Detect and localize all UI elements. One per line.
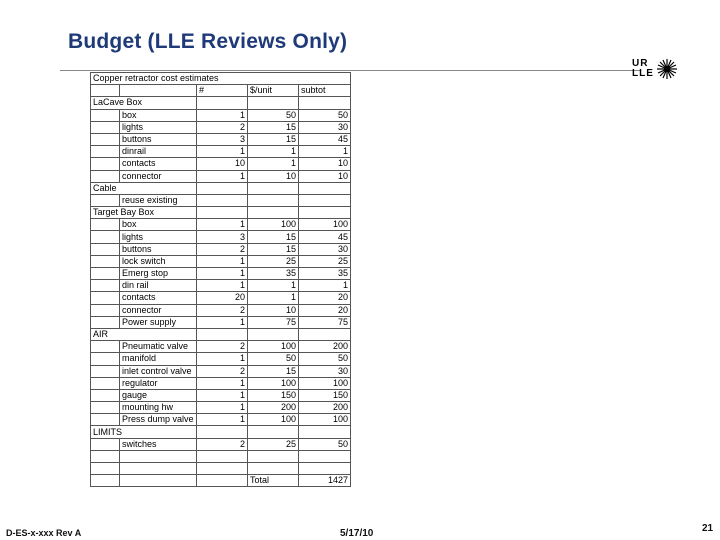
item-name: lock switch xyxy=(120,255,197,267)
document-id: D-ES-x-xxx Rev A xyxy=(6,528,82,538)
subtotal: 30 xyxy=(299,365,351,377)
table-row xyxy=(91,341,351,353)
empty-cell xyxy=(91,243,120,255)
unit-cost xyxy=(248,463,299,475)
section-label: LaCave Box xyxy=(91,97,197,109)
budget-table-body xyxy=(91,73,351,487)
empty-cell xyxy=(91,389,120,401)
item-name: contacts xyxy=(120,292,197,304)
logo-text xyxy=(632,59,654,79)
item-name: switches xyxy=(120,438,197,450)
quantity: 1 xyxy=(197,414,248,426)
item-name: din rail xyxy=(120,280,197,292)
total-value: 1427 xyxy=(299,475,351,487)
empty-cell xyxy=(248,182,299,194)
table-row xyxy=(91,231,351,243)
empty-cell xyxy=(91,121,120,133)
empty-cell xyxy=(91,170,120,182)
table-row xyxy=(91,377,351,389)
total-row xyxy=(91,475,351,487)
item-name: buttons xyxy=(120,243,197,255)
section-label: AIR xyxy=(91,328,197,340)
empty-cell xyxy=(248,328,299,340)
table-row xyxy=(91,268,351,280)
quantity xyxy=(197,463,248,475)
table-row xyxy=(91,292,351,304)
subtotal: 25 xyxy=(299,255,351,267)
section-label: Target Bay Box xyxy=(91,207,197,219)
item-name: regulator xyxy=(120,377,197,389)
quantity: 10 xyxy=(197,158,248,170)
item-name: inlet control valve xyxy=(120,365,197,377)
header-cell: # xyxy=(197,85,248,97)
title-divider xyxy=(60,70,640,71)
unit-cost xyxy=(248,194,299,206)
subtotal: 1 xyxy=(299,280,351,292)
item-name: box xyxy=(120,109,197,121)
table-row xyxy=(91,243,351,255)
table-row xyxy=(91,414,351,426)
subtotal: 75 xyxy=(299,316,351,328)
empty-cell xyxy=(91,402,120,414)
table-row xyxy=(91,402,351,414)
table-row xyxy=(91,389,351,401)
subtotal xyxy=(299,450,351,462)
subtotal: 200 xyxy=(299,402,351,414)
empty-cell xyxy=(91,146,120,158)
empty-cell xyxy=(91,341,120,353)
header-cell: subtot xyxy=(299,85,351,97)
unit-cost: 15 xyxy=(248,133,299,145)
item-name: lights xyxy=(120,121,197,133)
unit-cost: 15 xyxy=(248,243,299,255)
quantity: 1 xyxy=(197,146,248,158)
item-name xyxy=(120,450,197,462)
item-name: buttons xyxy=(120,133,197,145)
subtotal: 100 xyxy=(299,219,351,231)
empty-cell xyxy=(91,194,120,206)
subtotal: 100 xyxy=(299,414,351,426)
ur-lle-logo xyxy=(632,56,688,82)
subtotal: 45 xyxy=(299,231,351,243)
table-title: Copper retractor cost estimates xyxy=(91,73,351,85)
empty-cell xyxy=(197,426,248,438)
empty-cell xyxy=(91,219,120,231)
unit-cost: 1 xyxy=(248,292,299,304)
logo-text-top: UR xyxy=(632,58,649,69)
table-row xyxy=(91,280,351,292)
table-row xyxy=(91,255,351,267)
quantity: 2 xyxy=(197,243,248,255)
unit-cost: 100 xyxy=(248,414,299,426)
table-row xyxy=(91,133,351,145)
quantity: 1 xyxy=(197,280,248,292)
item-name: Pneumatic valve xyxy=(120,341,197,353)
unit-cost: 1 xyxy=(248,146,299,158)
item-name: mounting hw xyxy=(120,402,197,414)
quantity: 1 xyxy=(197,353,248,365)
empty-cell xyxy=(91,255,120,267)
header-cell: $/unit xyxy=(248,85,299,97)
table-row xyxy=(91,109,351,121)
empty-cell xyxy=(91,231,120,243)
total-label: Total xyxy=(248,475,299,487)
empty-cell xyxy=(91,438,120,450)
subtotal: 10 xyxy=(299,170,351,182)
item-name: connector xyxy=(120,304,197,316)
section-row xyxy=(91,182,351,194)
empty-cell xyxy=(197,207,248,219)
table-row xyxy=(91,146,351,158)
item-name: manifold xyxy=(120,353,197,365)
section-row xyxy=(91,426,351,438)
header-cell xyxy=(120,85,197,97)
footer-date: 5/17/10 xyxy=(340,528,374,539)
subtotal: 1 xyxy=(299,146,351,158)
item-name: Press dump valve xyxy=(120,414,197,426)
quantity: 3 xyxy=(197,133,248,145)
item-name xyxy=(120,463,197,475)
unit-cost: 50 xyxy=(248,109,299,121)
empty-cell xyxy=(248,426,299,438)
unit-cost: 1 xyxy=(248,280,299,292)
table-row xyxy=(91,463,351,475)
unit-cost: 100 xyxy=(248,341,299,353)
quantity: 1 xyxy=(197,109,248,121)
section-label: Cable xyxy=(91,182,197,194)
empty-cell xyxy=(91,463,120,475)
budget-table xyxy=(90,72,351,487)
quantity: 1 xyxy=(197,170,248,182)
empty-cell xyxy=(91,450,120,462)
table-row xyxy=(91,194,351,206)
table-row xyxy=(91,170,351,182)
table-row xyxy=(91,121,351,133)
subtotal: 10 xyxy=(299,158,351,170)
empty-cell xyxy=(299,182,351,194)
table-row xyxy=(91,450,351,462)
empty-cell xyxy=(197,475,248,487)
table-header-row xyxy=(91,85,351,97)
subtotal: 20 xyxy=(299,292,351,304)
subtotal: 30 xyxy=(299,121,351,133)
item-name: Emerg stop xyxy=(120,268,197,280)
quantity: 2 xyxy=(197,438,248,450)
quantity: 1 xyxy=(197,389,248,401)
empty-cell xyxy=(91,475,120,487)
unit-cost: 1 xyxy=(248,158,299,170)
empty-cell xyxy=(91,158,120,170)
subtotal xyxy=(299,194,351,206)
item-name: reuse existing xyxy=(120,194,197,206)
unit-cost: 15 xyxy=(248,121,299,133)
empty-cell xyxy=(299,328,351,340)
section-row xyxy=(91,207,351,219)
subtotal: 200 xyxy=(299,341,351,353)
item-name: box xyxy=(120,219,197,231)
table-row xyxy=(91,304,351,316)
item-name: lights xyxy=(120,231,197,243)
empty-cell xyxy=(91,304,120,316)
subtotal: 100 xyxy=(299,377,351,389)
item-name: connector xyxy=(120,170,197,182)
unit-cost: 100 xyxy=(248,219,299,231)
empty-cell xyxy=(299,207,351,219)
subtotal: 150 xyxy=(299,389,351,401)
unit-cost: 200 xyxy=(248,402,299,414)
section-label: LIMITS xyxy=(91,426,197,438)
empty-cell xyxy=(197,328,248,340)
empty-cell xyxy=(91,365,120,377)
quantity: 1 xyxy=(197,402,248,414)
logo-text-bottom: LLE xyxy=(632,68,654,79)
quantity xyxy=(197,450,248,462)
unit-cost: 75 xyxy=(248,316,299,328)
page-number: 21 xyxy=(702,523,714,534)
unit-cost: 100 xyxy=(248,377,299,389)
empty-cell xyxy=(120,475,197,487)
subtotal: 30 xyxy=(299,243,351,255)
empty-cell xyxy=(91,377,120,389)
subtotal xyxy=(299,463,351,475)
quantity: 1 xyxy=(197,377,248,389)
quantity: 1 xyxy=(197,316,248,328)
unit-cost: 150 xyxy=(248,389,299,401)
subtotal: 50 xyxy=(299,109,351,121)
table-row xyxy=(91,365,351,377)
unit-cost: 50 xyxy=(248,353,299,365)
section-row xyxy=(91,97,351,109)
quantity: 2 xyxy=(197,341,248,353)
unit-cost: 10 xyxy=(248,304,299,316)
empty-cell xyxy=(91,292,120,304)
unit-cost: 15 xyxy=(248,231,299,243)
quantity: 1 xyxy=(197,219,248,231)
unit-cost: 35 xyxy=(248,268,299,280)
quantity: 2 xyxy=(197,304,248,316)
item-name: contacts xyxy=(120,158,197,170)
table-row xyxy=(91,219,351,231)
unit-cost: 25 xyxy=(248,255,299,267)
quantity: 2 xyxy=(197,365,248,377)
unit-cost: 25 xyxy=(248,438,299,450)
quantity: 2 xyxy=(197,121,248,133)
quantity: 3 xyxy=(197,231,248,243)
empty-cell xyxy=(299,97,351,109)
header-cell xyxy=(91,85,120,97)
quantity xyxy=(197,194,248,206)
subtotal: 45 xyxy=(299,133,351,145)
empty-cell xyxy=(91,414,120,426)
table-title-row xyxy=(91,73,351,85)
empty-cell xyxy=(248,207,299,219)
empty-cell xyxy=(248,97,299,109)
empty-cell xyxy=(299,426,351,438)
empty-cell xyxy=(91,133,120,145)
empty-cell xyxy=(91,268,120,280)
table-row xyxy=(91,158,351,170)
unit-cost xyxy=(248,450,299,462)
item-name: gauge xyxy=(120,389,197,401)
subtotal: 50 xyxy=(299,438,351,450)
quantity: 1 xyxy=(197,255,248,267)
unit-cost: 10 xyxy=(248,170,299,182)
section-row xyxy=(91,328,351,340)
subtotal: 50 xyxy=(299,353,351,365)
unit-cost: 15 xyxy=(248,365,299,377)
table-row xyxy=(91,438,351,450)
empty-cell xyxy=(91,316,120,328)
table-row xyxy=(91,353,351,365)
slide-title: Budget (LLE Reviews Only) xyxy=(68,30,348,53)
empty-cell xyxy=(91,280,120,292)
item-name: dinrail xyxy=(120,146,197,158)
quantity: 20 xyxy=(197,292,248,304)
quantity: 1 xyxy=(197,268,248,280)
empty-cell xyxy=(197,97,248,109)
empty-cell xyxy=(91,109,120,121)
empty-cell xyxy=(91,353,120,365)
starburst-icon xyxy=(656,58,678,80)
item-name: Power supply xyxy=(120,316,197,328)
subtotal: 35 xyxy=(299,268,351,280)
table-row xyxy=(91,316,351,328)
empty-cell xyxy=(197,182,248,194)
subtotal: 20 xyxy=(299,304,351,316)
